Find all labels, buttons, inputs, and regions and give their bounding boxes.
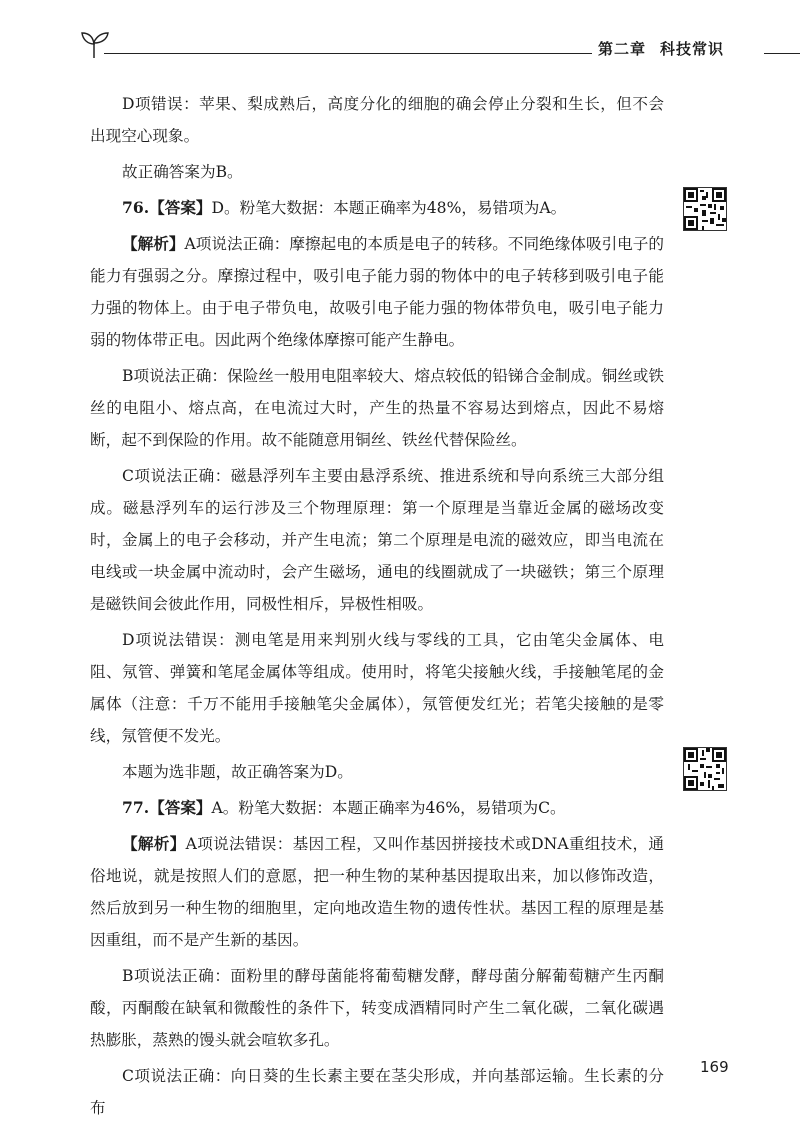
- chapter-number: 第二章: [598, 40, 647, 58]
- page-header: [78, 26, 800, 66]
- header-rule-left: [104, 53, 592, 54]
- analysis-76-b: B项说法正确：保险丝一般用电阻率较大、熔点较低的铅锑合金制成。铜丝或铁丝的电阻小、熔点高，在电流过大时，产生的热量不容易达到熔点，因此不易熔断，起不到保险的作用。故不能随意用铜丝、铁丝代替保险丝。: [90, 367, 664, 449]
- header-rule-right: [764, 53, 800, 54]
- analysis-label: 【解析】: [122, 834, 186, 853]
- paragraph-d-item-apple-pear: D项错误：苹果、梨成熟后，高度分化的细胞的确会停止分裂和生长，但不会出现空心现象。: [90, 95, 664, 145]
- analysis-77-b: B项说法正确：面粉里的酵母菌能将葡萄糖发酵，酵母菌分解葡萄糖产生丙酮酸，丙酮酸在缺氧和微酸性的条件下，转变成酒精同时产生二氧化碳，二氧化碳遇热膨胀，蒸熟的馒头就会喧软多孔。: [90, 967, 664, 1049]
- analysis-label: 【解析】: [122, 234, 185, 253]
- analysis-76-d: D项说法错误：测电笔是用来判别火线与零线的工具，它由笔尖金属体、电阻、氖管、弹簧和笔尾金属体等组成。使用时，将笔尖接触火线，手接触笔尾的金属体（注意：千万不能用手接触笔尖金属体），氖管便发红光；若笔尖接触的是零线，氖管便不发光。: [90, 631, 664, 745]
- answer-77: 77.【答案】A。粉笔大数据：本题正确率为46%，易错项为C。: [122, 798, 566, 817]
- analysis-77-c: C项说法正确：向日葵的生长素主要在茎尖形成，并向基部运输。生长素的分布: [90, 1067, 664, 1117]
- answer-77-label: 77.【答案】: [122, 798, 212, 817]
- qr-code-icon[interactable]: [683, 747, 727, 791]
- answer-76-label: 76.【答案】: [122, 198, 212, 217]
- analysis-76-a: 【解析】A项说法正确：摩擦起电的本质是电子的转移。不同绝缘体吸引电子的能力有强弱之分。摩擦过程中，吸引电子能力弱的物体中的电子转移到吸引电子能力强的物体上。由于电子带负电，故吸引电子能力强的物体带负电，吸引电子能力弱的物体带正电。因此两个绝缘体摩擦可能产生静电。: [90, 234, 664, 349]
- paragraph-answer-b: 故正确答案为B。: [122, 163, 243, 181]
- analysis-77-a: 【解析】A项说法错误：基因工程，又叫作基因拼接技术或DNA重组技术，通俗地说，就是按照人们的意愿，把一种生物的某种基因提取出来，加以修饰改造，然后放到另一种生物的细胞里，定向地改造生物的遗传性状。基因工程的原理是基因重组，而不是产生新的基因。: [90, 834, 664, 949]
- leaf-sprout-icon: [78, 30, 110, 60]
- chapter-subject: 科技常识: [660, 40, 725, 58]
- qr-code-icon[interactable]: [683, 187, 727, 231]
- conclusion-76: 本题为选非题，故正确答案为D。: [122, 763, 353, 781]
- chapter-heading: [598, 38, 724, 59]
- analysis-76-c: C项说法正确：磁悬浮列车主要由悬浮系统、推进系统和导向系统三大部分组成。磁悬浮列车的运行涉及三个物理原理：第一个原理是当靠近金属的磁场改变时，金属上的电子会移动，并产生电流；第二个原理是电流的磁效应，即当电流在电线或一块金属中流动时，会产生磁场，通电的线圈就成了一块磁铁；第三个原理是磁铁间会彼此作用，同极性相斥，异极性相吸。: [90, 467, 664, 613]
- page-body: [90, 88, 664, 1128]
- answer-76: 76.【答案】D。粉笔大数据：本题正确率为48%，易错项为A。: [122, 198, 567, 217]
- page-number: 169: [700, 1058, 729, 1076]
